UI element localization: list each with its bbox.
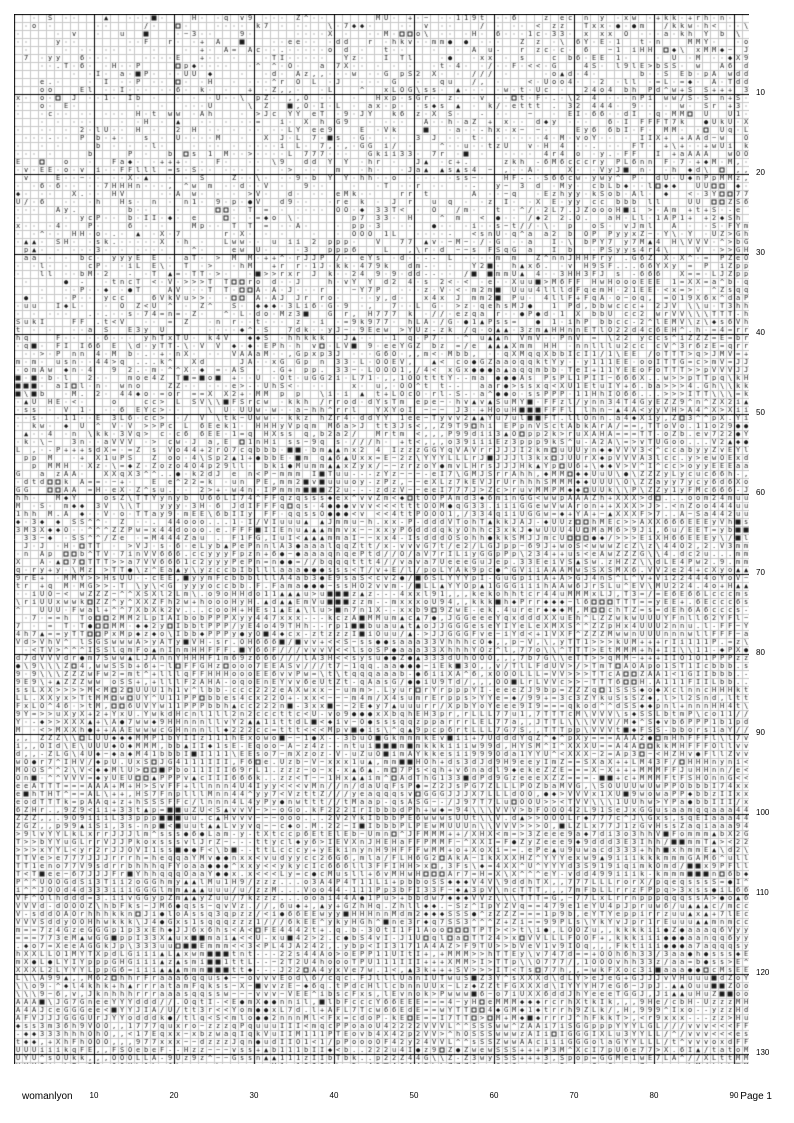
row-ruler-label: 80 [756,648,765,657]
page-number: Page 1 [740,1091,772,1102]
row-ruler-label: 30 [756,248,765,257]
column-ruler-label: 60 [489,1091,499,1100]
column-ruler-label: 10 [89,1091,99,1100]
row-ruler-label: 40 [756,328,765,337]
document-title: womanlyon [22,1091,73,1102]
row-ruler-label: 60 [756,488,765,497]
column-ruler-label: 70 [569,1091,579,1100]
row-ruler-label: 90 [756,728,765,737]
row-ruler-label: 50 [756,408,765,417]
row-ruler-label: 130 [756,1048,770,1057]
pattern-grid-canvas [14,14,749,1064]
column-ruler-label: 50 [409,1091,419,1100]
page-footer [0,1083,794,1123]
row-ruler-label: 120 [756,968,770,977]
column-ruler-label: 30 [249,1091,259,1100]
row-ruler-label: 110 [756,888,769,897]
column-ruler-label: 20 [169,1091,179,1100]
column-ruler-label: 40 [329,1091,339,1100]
row-ruler-label: 100 [756,808,770,817]
row-ruler-label: 20 [756,168,765,177]
cross-stitch-chart [14,14,749,1064]
column-ruler-label: 80 [649,1091,659,1100]
row-ruler-label: 70 [756,568,765,577]
column-ruler-label: 90 [729,1091,739,1100]
row-ruler-label: 10 [756,88,765,97]
